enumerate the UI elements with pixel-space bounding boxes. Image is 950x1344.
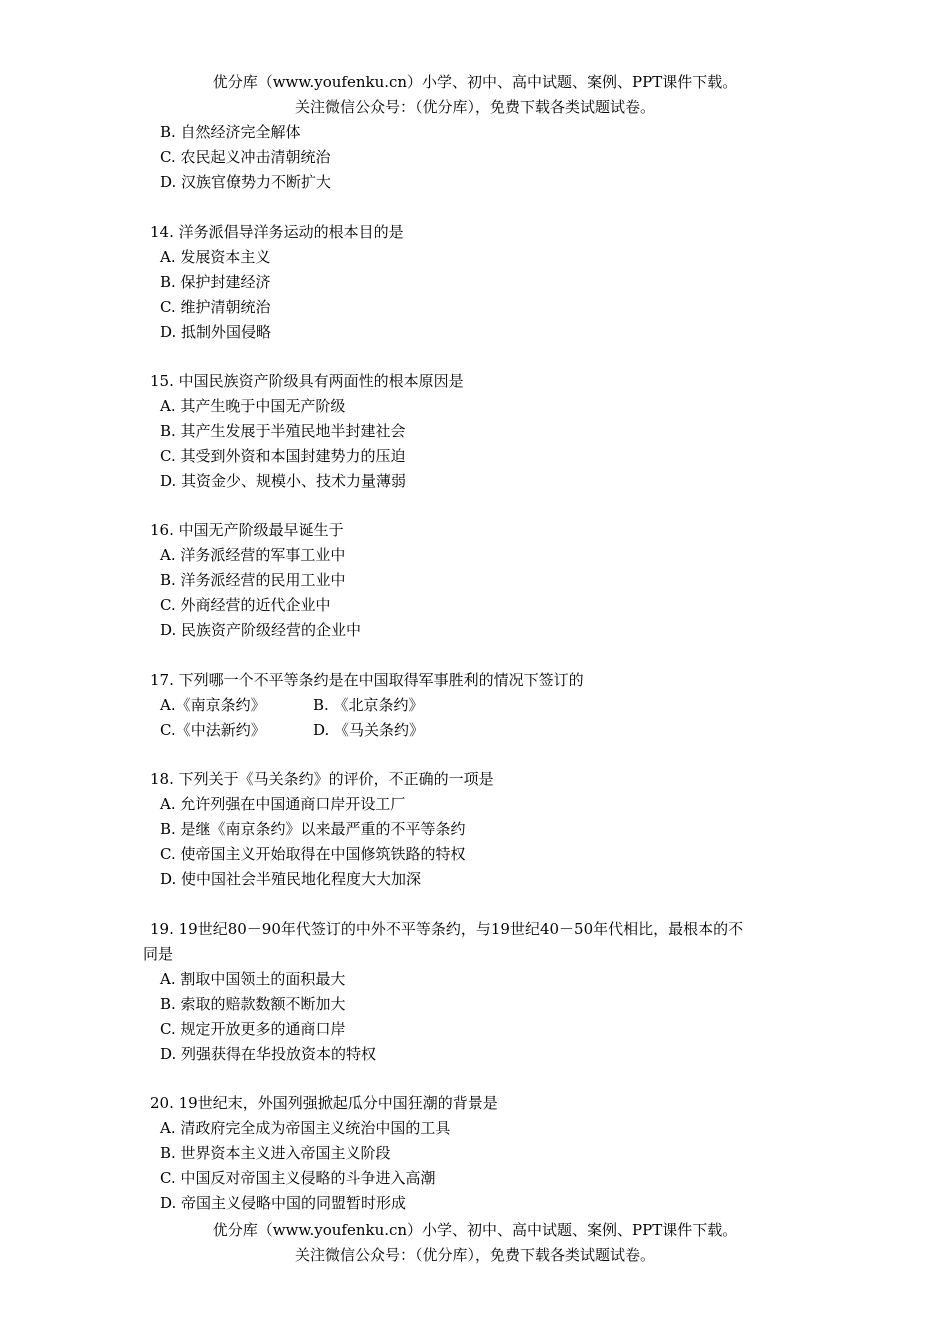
q18-option-c: C. 使帝国主义开始取得在中国修筑铁路的特权 <box>160 845 466 863</box>
q16-option-b: B. 洋务派经营的民用工业中 <box>160 571 346 589</box>
q15-option-b: B. 其产生发展于半殖民地半封建社会 <box>160 422 406 440</box>
q19-option-a: A. 割取中国领土的面积最大 <box>160 970 346 988</box>
q19-stem-line-2: 同是 <box>143 945 174 963</box>
q19-option-c: C. 规定开放更多的通商口岸 <box>160 1020 346 1038</box>
header-line-1: 优分库（www.youfenku.cn）小学、初中、高中试题、案例、PPT课件下载。 <box>212 73 738 91</box>
q16-option-d: D. 民族资产阶级经营的企业中 <box>160 621 362 639</box>
footer-line-1: 优分库（www.youfenku.cn）小学、初中、高中试题、案例、PPT课件下载。 <box>212 1221 738 1239</box>
q20-stem: 20. 19世纪末，外国列强掀起瓜分中国狂潮的背景是 <box>150 1094 498 1112</box>
q19-option-d: D. 列强获得在华投放资本的特权 <box>160 1045 377 1063</box>
q17-stem: 17. 下列哪一个不平等条约是在中国取得军事胜利的情况下签订的 <box>150 671 584 689</box>
q15-option-d: D. 其资金少、规模小、技术力量薄弱 <box>160 472 407 490</box>
q19-stem-line-1: 19. 19世纪80－90年代签订的中外不平等条约，与19世纪40－50年代相比，最根本的不 <box>150 920 744 938</box>
footer-line-2: 关注微信公众号：（优分库），免费下载各类试题试卷。 <box>294 1246 655 1264</box>
q18-option-b: B. 是继《南京条约》以来最严重的不平等条约 <box>160 820 466 838</box>
q17-option-a: A.《南京条约》 <box>160 696 266 714</box>
q17-option-d: D. 《马关条约》 <box>313 721 425 739</box>
q18-option-a: A. 允许列强在中国通商口岸开设工厂 <box>160 795 406 813</box>
q13-option-d: D. 汉族官僚势力不断扩大 <box>160 173 332 191</box>
q18-option-d: D. 使中国社会半殖民地化程度大大加深 <box>160 870 422 888</box>
q15-option-a: A. 其产生晚于中国无产阶级 <box>160 397 346 415</box>
q20-option-a: A. 清政府完全成为帝国主义统治中国的工具 <box>160 1119 451 1137</box>
q17-option-b: B. 《北京条约》 <box>313 696 424 714</box>
q14-option-a: A. 发展资本主义 <box>160 248 271 266</box>
q15-stem: 15. 中国民族资产阶级具有两面性的根本原因是 <box>150 372 464 390</box>
q14-option-b: B. 保护封建经济 <box>160 273 271 291</box>
q20-option-b: B. 世界资本主义进入帝国主义阶段 <box>160 1144 391 1162</box>
q14-option-d: D. 抵制外国侵略 <box>160 323 272 341</box>
q16-option-a: A. 洋务派经营的军事工业中 <box>160 546 346 564</box>
q17-option-c: C.《中法新约》 <box>160 721 266 739</box>
q20-option-d: D. 帝国主义侵略中国的同盟暂时形成 <box>160 1194 407 1212</box>
q14-option-c: C. 维护清朝统治 <box>160 298 271 316</box>
header-line-2: 关注微信公众号：（优分库），免费下载各类试题试卷。 <box>294 98 655 116</box>
q18-stem: 18. 下列关于《马关条约》的评价，不正确的一项是 <box>150 770 494 788</box>
q14-stem: 14. 洋务派倡导洋务运动的根本目的是 <box>150 223 404 241</box>
q16-option-c: C. 外商经营的近代企业中 <box>160 596 331 614</box>
q15-option-c: C. 其受到外资和本国封建势力的压迫 <box>160 447 406 465</box>
q20-option-c: C. 中国反对帝国主义侵略的斗争进入高潮 <box>160 1169 436 1187</box>
q16-stem: 16. 中国无产阶级最早诞生于 <box>150 521 344 539</box>
q19-option-b: B. 索取的赔款数额不断加大 <box>160 995 346 1013</box>
q13-option-c: C. 农民起义冲击清朝统治 <box>160 148 331 166</box>
q13-option-b: B. 自然经济完全解体 <box>160 123 301 141</box>
